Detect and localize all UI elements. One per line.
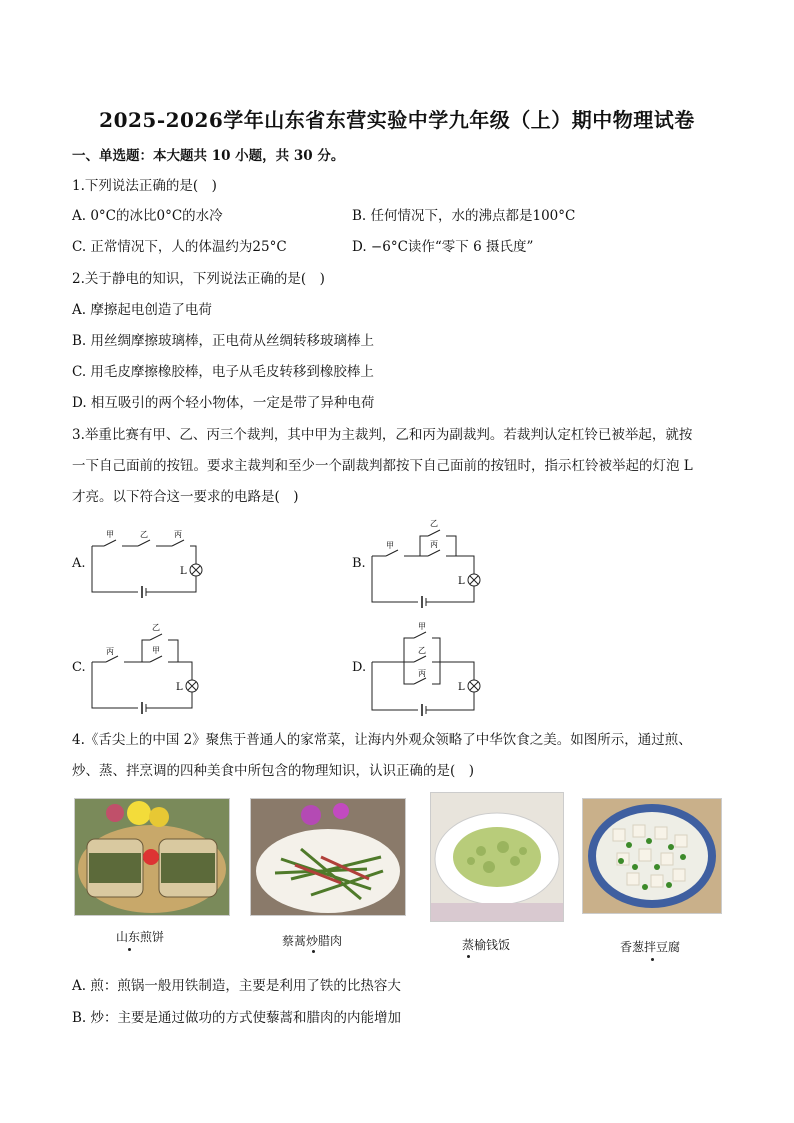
page-title: 2025-2026学年山东省东营实验中学九年级（上）期中物理试卷 xyxy=(99,108,695,132)
circuit-d-switch-yi: 乙 xyxy=(418,646,426,655)
q4-option-b: B. 炒：主要是通过做功的方式使藜蒿和腊肉的内能增加 xyxy=(72,1010,402,1026)
food-caption-1: 山东煎饼 xyxy=(116,930,165,944)
circuit-b-lamp-label: L xyxy=(458,576,465,587)
circuit-c-label: C. xyxy=(72,660,86,675)
circuit-a-switch-bing: 丙 xyxy=(174,530,182,539)
q2-option-d: D. 相互吸引的两个轻小物体，一定是带了异种电荷 xyxy=(72,395,375,411)
q4-stem-line2: 炒、蒸、拌烹调的四种美食中所包含的物理知识，认识正确的是( ) xyxy=(72,763,475,779)
circuit-b-switch-jia: 甲 xyxy=(386,541,394,550)
q4-stem-line1: 4.《舌尖上的中国 2》聚焦于普通人的家常菜，让海内外观众领略了中华饮食之美。如图所示，通过煎、 xyxy=(72,732,692,748)
circuit-a-switch-yi: 乙 xyxy=(140,530,148,539)
circuit-a-lamp-label: L xyxy=(180,566,187,577)
doufu-photo xyxy=(582,798,722,914)
caption-dot-1 xyxy=(128,948,131,951)
circuit-b-label: B. xyxy=(352,556,366,571)
food-caption-2: 蔡蒿炒腊肉 xyxy=(282,934,343,948)
section-heading: 一、单选题：本大题共 10 小题，共 30 分。 xyxy=(72,148,345,164)
q2-stem: 2.关于静电的知识，下列说法正确的是( ) xyxy=(72,271,325,287)
q3-stem-line3: 才亮。以下符合这一要求的电路是( ) xyxy=(72,489,299,505)
q4-option-a: A. 煎：煎锅一般用铁制造，主要是利用了铁的比热容大 xyxy=(72,978,401,994)
food-caption-4: 香葱拌豆腐 xyxy=(620,940,681,954)
circuit-c-switch-yi: 乙 xyxy=(152,623,160,632)
caption-dot-3 xyxy=(467,955,470,958)
circuit-d-switch-bing: 丙 xyxy=(418,669,426,678)
circuit-d-lamp-label: L xyxy=(458,682,465,693)
q1-option-b: B. 任何情况下，水的沸点都是100°C xyxy=(352,208,576,224)
q2-option-b: B. 用丝绸摩擦玻璃棒，正电荷从丝绸转移玻璃棒上 xyxy=(72,333,375,349)
circuit-d-switch-jia: 甲 xyxy=(418,622,426,631)
yuqianfan-photo xyxy=(430,792,564,922)
q3-stem-line1: 3.举重比赛有甲、乙、丙三个裁判，其中甲为主裁判，乙和丙为副裁判。若裁判认定杠铃已被举起，就按 xyxy=(72,427,693,443)
food-caption-3: 蒸榆钱饭 xyxy=(462,938,511,952)
jianbing-photo xyxy=(74,798,230,916)
circuit-c-switch-jia: 甲 xyxy=(152,646,160,655)
circuit-a-label: A. xyxy=(72,556,86,571)
q1-option-d: D. −6°C读作“零下 6 摄氏度” xyxy=(352,239,534,255)
circuit-c-lamp-label: L xyxy=(176,682,183,693)
circuit-a-diagram xyxy=(86,520,216,602)
circuit-b-switch-yi: 乙 xyxy=(430,519,438,528)
louhao-photo xyxy=(250,798,406,916)
circuit-c-switch-bing: 丙 xyxy=(106,647,114,656)
circuit-b-switch-bing: 丙 xyxy=(430,540,438,549)
q2-option-a: A. 摩擦起电创造了电荷 xyxy=(72,302,212,318)
circuit-d-diagram xyxy=(366,620,496,718)
q2-option-c: C. 用毛皮摩擦橡胶棒，电子从毛皮转移到橡胶棒上 xyxy=(72,364,374,380)
caption-dot-2 xyxy=(312,950,315,953)
circuit-d-label: D. xyxy=(352,660,367,675)
q1-option-c: C. 正常情况下，人的体温约为25°C xyxy=(72,239,287,255)
circuit-c-diagram xyxy=(86,618,216,716)
circuit-b-diagram xyxy=(366,514,496,610)
q1-stem: 1.下列说法正确的是( ) xyxy=(72,178,217,194)
caption-dot-4 xyxy=(651,958,654,961)
q1-option-a: A. 0°C的冰比0°C的水冷 xyxy=(72,208,223,224)
q3-stem-line2: 一下自己面前的按钮。要求主裁判和至少一个副裁判都按下自己面前的按钮时，指示杠铃被举起的灯泡 L xyxy=(72,458,693,474)
circuit-a-switch-jia: 甲 xyxy=(106,530,114,539)
